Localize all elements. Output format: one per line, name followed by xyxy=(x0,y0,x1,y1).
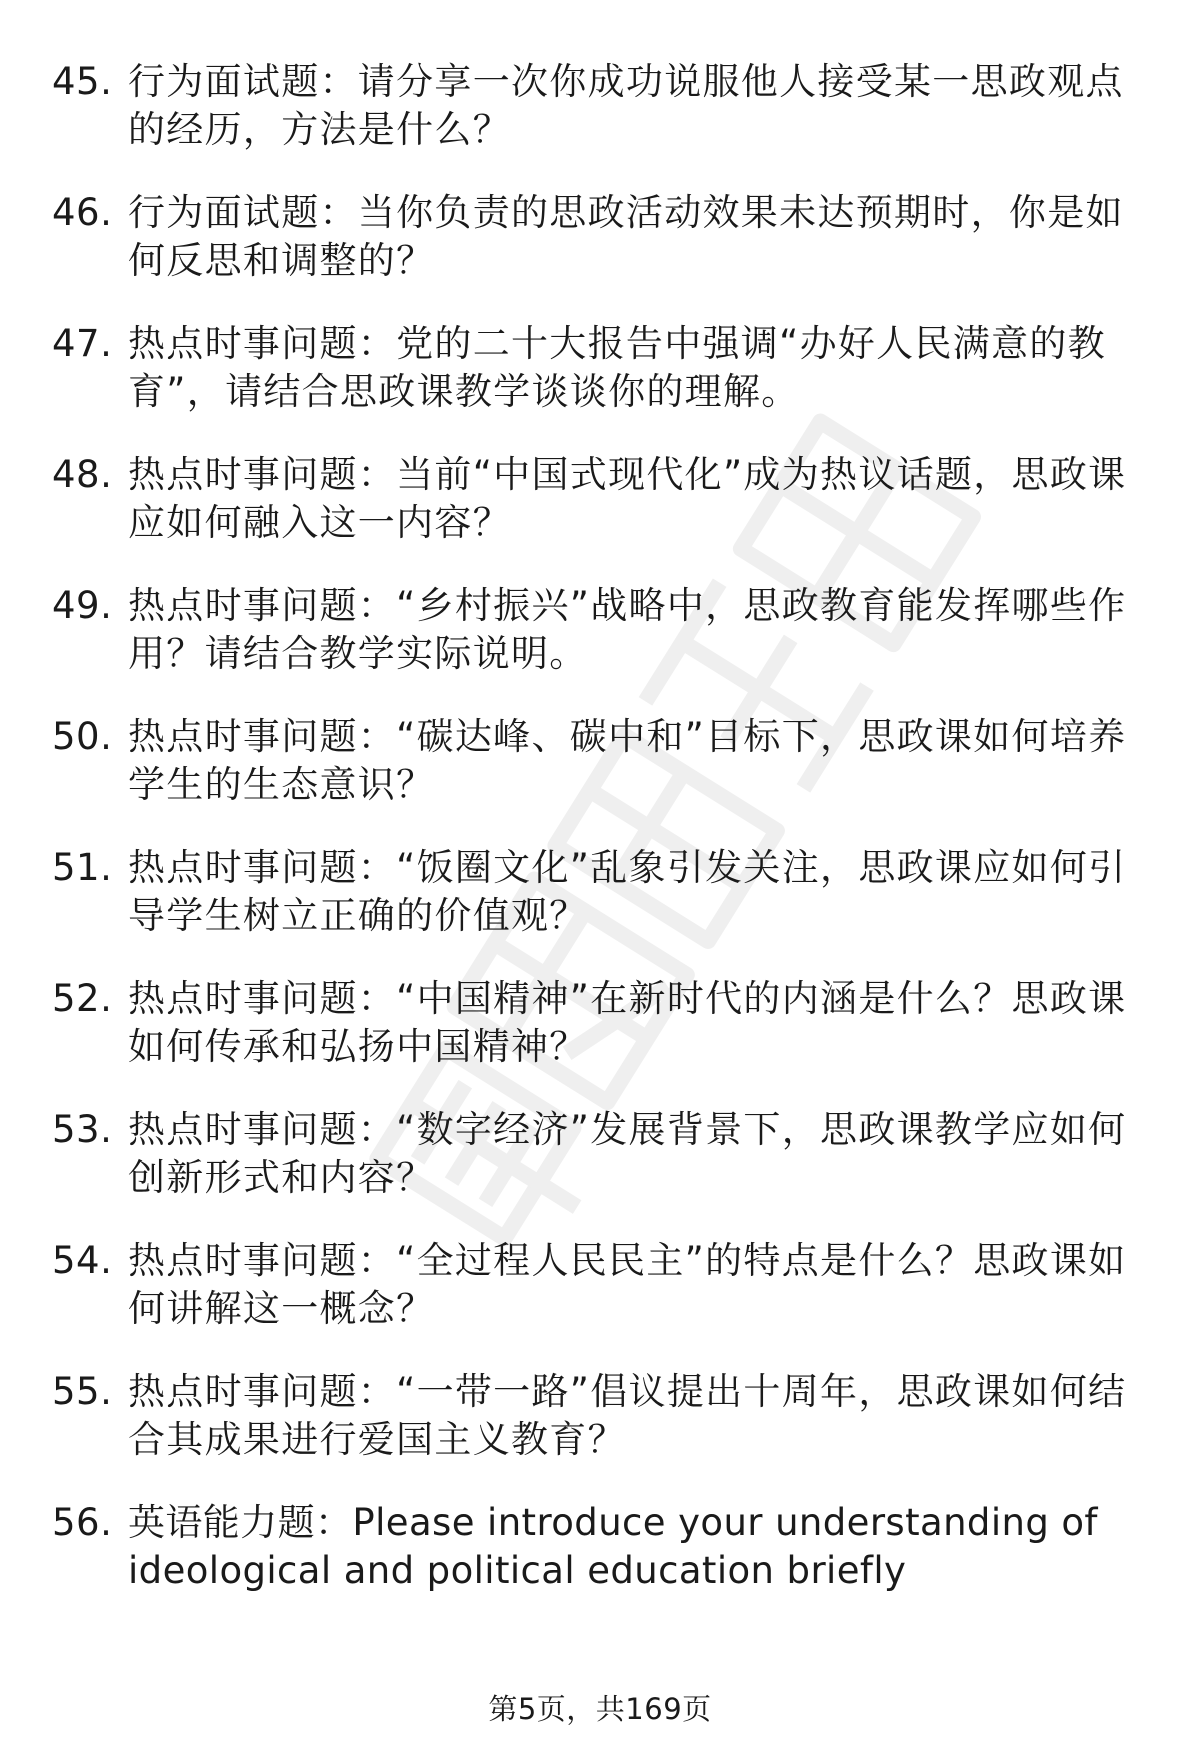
question-number: 45. xyxy=(52,60,113,103)
list-item xyxy=(52,189,1142,320)
question-list xyxy=(52,58,1142,1630)
question-number: 54. xyxy=(52,1239,113,1282)
question-text: 行为面试题：请分享一次你成功说服他人接受某一思政观点的经历，方法是什么？ xyxy=(128,60,1124,151)
question-number: 55. xyxy=(52,1370,113,1413)
question-text: 热点时事问题：“饭圈文化”乱象引发关注，思政课应如何引导学生树立正确的价值观？ xyxy=(128,846,1127,937)
list-item xyxy=(52,713,1142,844)
question-number: 49. xyxy=(52,584,113,627)
list-item xyxy=(52,1106,1142,1237)
list-item xyxy=(52,1237,1142,1368)
question-number: 56. xyxy=(52,1501,113,1544)
question-number: 51. xyxy=(52,846,113,889)
list-item xyxy=(52,582,1142,713)
list-item xyxy=(52,1368,1142,1499)
question-text: 热点时事问题：“乡村振兴”战略中，思政教育能发挥哪些作用？请结合教学实际说明。 xyxy=(128,584,1127,675)
question-text: 行为面试题：当你负责的思政活动效果未达预期时，你是如何反思和调整的？ xyxy=(128,191,1124,282)
list-item xyxy=(52,451,1142,582)
question-text: 热点时事问题：“全过程人民民主”的特点是什么？思政课如何讲解这一概念？ xyxy=(128,1239,1127,1330)
question-number: 46. xyxy=(52,191,113,234)
page-indicator: 第5页，共169页 xyxy=(488,1692,712,1726)
question-text: 热点时事问题：党的二十大报告中强调“办好人民满意的教育”，请结合思政课教学谈谈你的理解。 xyxy=(128,322,1106,413)
question-number: 47. xyxy=(52,322,113,365)
question-text: 热点时事问题：当前“中国式现代化”成为热议话题，思政课应如何融入这一内容？ xyxy=(128,453,1127,544)
question-number: 52. xyxy=(52,977,113,1020)
question-number: 48. xyxy=(52,453,113,496)
question-text: 热点时事问题：“数字经济”发展背景下，思政课教学应如何创新形式和内容？ xyxy=(128,1108,1127,1199)
list-item xyxy=(52,975,1142,1106)
list-item xyxy=(52,320,1142,451)
question-text: 热点时事问题：“中国精神”在新时代的内涵是什么？思政课如何传承和弘扬中国精神？ xyxy=(128,977,1127,1068)
question-text: 英语能力题：Please introduce your understanding of ideological and political education briefly xyxy=(128,1501,1098,1592)
question-text: 热点时事问题：“碳达峰、碳中和”目标下，思政课如何培养学生的生态意识？ xyxy=(128,715,1127,806)
list-item xyxy=(52,844,1142,975)
question-text: 热点时事问题：“一带一路”倡议提出十周年，思政课如何结合其成果进行爱国主义教育？ xyxy=(128,1370,1127,1461)
question-number: 53. xyxy=(52,1108,113,1151)
list-item xyxy=(52,1499,1142,1630)
list-item xyxy=(52,58,1142,189)
question-number: 50. xyxy=(52,715,113,758)
